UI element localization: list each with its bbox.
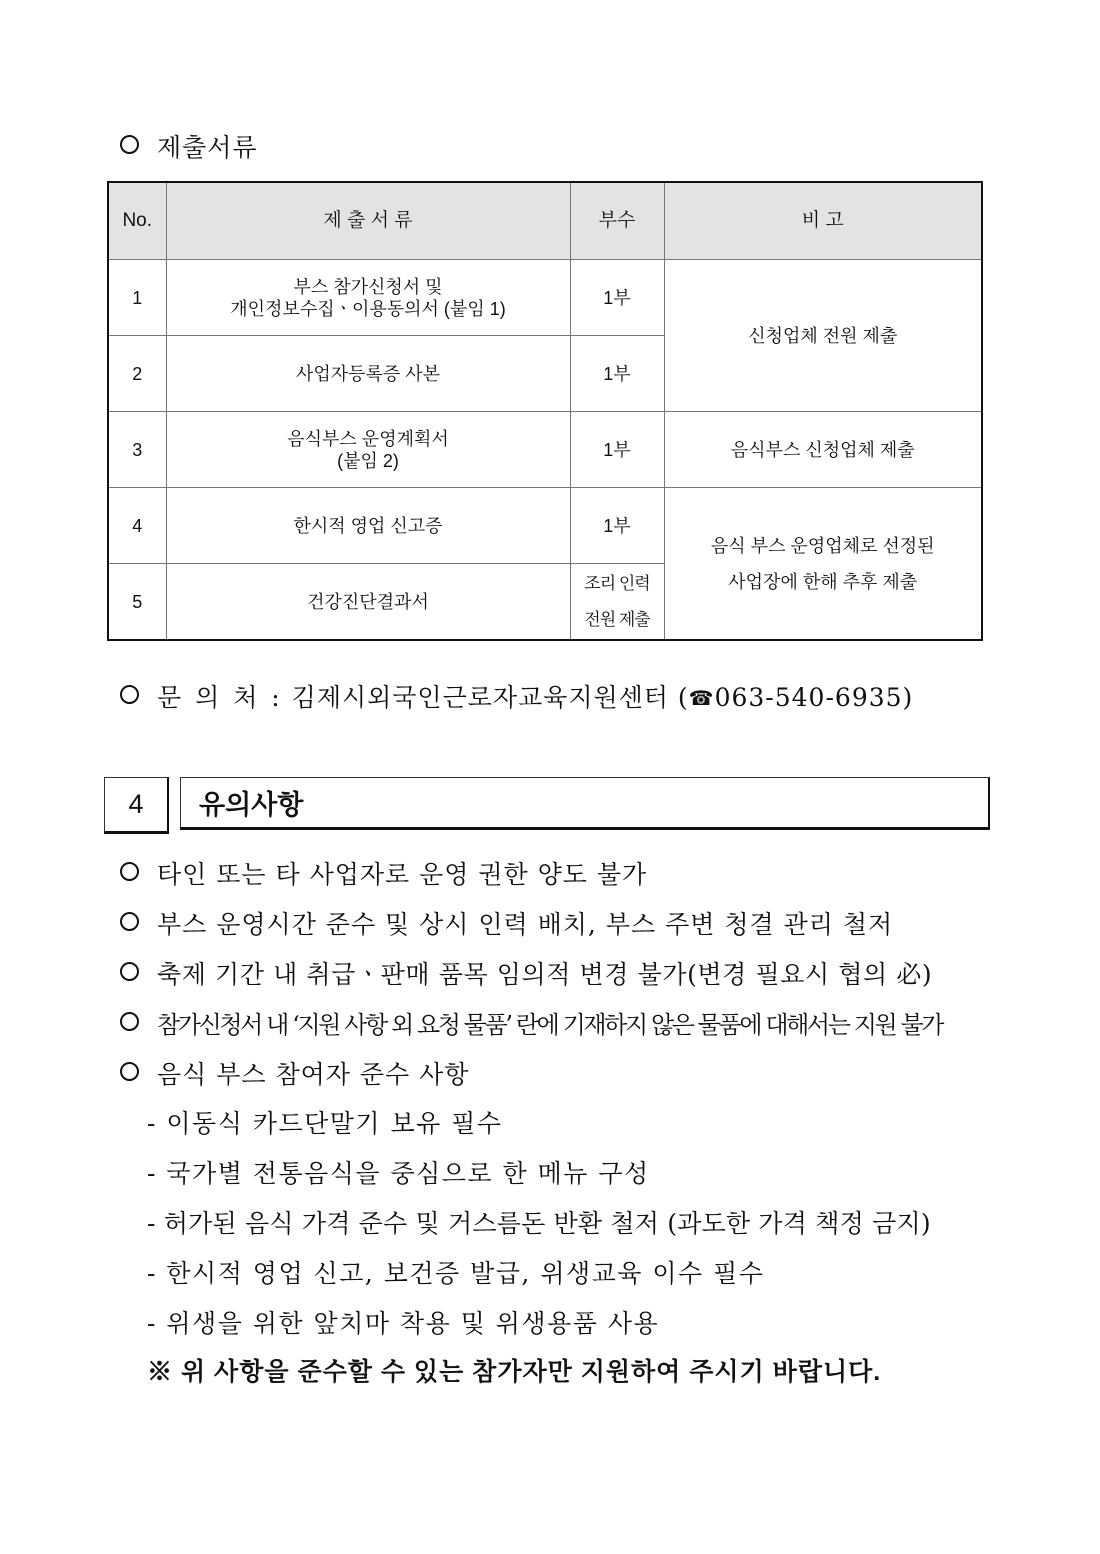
- circle-bullet-icon: [120, 1062, 139, 1081]
- notice-bullet: [120, 1005, 942, 1040]
- bullet-text: 부스 운영시간 준수 및 상시 인력 배치, 부스 주변 청결 관리 철저: [157, 910, 894, 939]
- row-copies: 1부: [570, 488, 664, 564]
- contact-line: [120, 678, 913, 714]
- bullet-text: 음식 부스 참여자 준수 사항: [157, 1060, 470, 1089]
- submission-title-text: 제출서류: [157, 133, 258, 162]
- row-no: 1: [108, 260, 166, 336]
- row-no: 3: [108, 412, 166, 488]
- sub-item: - 이동식 카드단말기 보유 필수: [147, 1109, 503, 1138]
- remarks-line: 음식 부스 운영업체로 선정된: [710, 535, 935, 556]
- row-copies: 1부: [570, 260, 664, 336]
- row-document: 건강진단결과서: [166, 564, 570, 641]
- doc-line: 부스 참가신청서 및: [293, 276, 443, 297]
- contact-label: 문 의 처 :: [157, 683, 283, 712]
- phone-number: 063-540-6935: [714, 683, 903, 712]
- submission-section-title: [120, 128, 258, 164]
- doc-line: 음식부스 운영계획서: [287, 428, 449, 449]
- row-no: 5: [108, 564, 166, 641]
- table-row: [108, 488, 982, 564]
- table-row: [108, 260, 982, 336]
- notice-bullet: [120, 1055, 469, 1091]
- doc-line: (붙임 2): [337, 450, 399, 471]
- copies-line: 조리 인력: [584, 573, 650, 593]
- table-row: [108, 412, 982, 488]
- table-header-row: [108, 182, 982, 260]
- notice-bullet: [120, 905, 893, 941]
- submission-documents-table: [107, 181, 983, 641]
- notice-bullet: [120, 955, 932, 991]
- row-document: 한시적 영업 신고증: [166, 488, 570, 564]
- header-no: No.: [108, 182, 166, 260]
- bullet-text: 타인 또는 타 사업자로 운영 권한 양도 불가: [157, 860, 648, 889]
- row-document: [166, 260, 570, 336]
- row-no: 4: [108, 488, 166, 564]
- doc-line: 개인정보수집ㆍ이용동의서 (붙임 1): [230, 298, 506, 319]
- bullet-text: 참가신청서 내 ‘지원 사항 외 요청 물품’ 란에 기재하지 않은 물품에 대해서는 지원 불가: [157, 1011, 943, 1039]
- header-document: 제 출 서 류: [166, 182, 570, 260]
- sub-item: - 국가별 전통음식을 중심으로 한 메뉴 구성: [147, 1159, 650, 1188]
- notice-bullet: [120, 855, 647, 891]
- circle-bullet-icon: [120, 1012, 139, 1031]
- remarks-line: 사업장에 한해 추후 제출: [728, 571, 918, 592]
- circle-bullet-icon: [120, 862, 139, 881]
- row-no: 2: [108, 336, 166, 412]
- section-number-box: 4: [104, 777, 169, 834]
- contact-organization: 김제시외국인근로자교육지원센터: [291, 683, 669, 712]
- row-remarks: [664, 488, 982, 641]
- contact-phone: (☎063-540-6935): [677, 683, 914, 712]
- row-copies: [570, 564, 664, 641]
- header-copies: 부수: [570, 182, 664, 260]
- row-remarks: 음식부스 신청업체 제출: [664, 412, 982, 488]
- telephone-icon: ☎: [688, 686, 715, 710]
- row-copies: 1부: [570, 412, 664, 488]
- bullet-text: 축제 기간 내 취급ㆍ판매 품목 임의적 변경 불가(변경 필요시 협의 必): [157, 960, 933, 989]
- copies-line: 전원 제출: [584, 609, 650, 629]
- row-remarks: 신청업체 전원 제출: [664, 260, 982, 412]
- sub-item: - 허가된 음식 가격 준수 및 거스름돈 반환 철저 (과도한 가격 책정 금지): [147, 1209, 931, 1238]
- closing-note: ※ 위 사항을 준수할 수 있는 참가자만 지원하여 주시기 바랍니다.: [147, 1358, 882, 1386]
- row-document: 사업자등록증 사본: [166, 336, 570, 412]
- section-title-box: 유의사항: [180, 777, 990, 830]
- row-copies: 1부: [570, 336, 664, 412]
- sub-item: - 위생을 위한 앞치마 착용 및 위생용품 사용: [147, 1309, 660, 1338]
- row-document: [166, 412, 570, 488]
- circle-bullet-icon: [120, 685, 139, 704]
- circle-bullet-icon: [120, 962, 139, 981]
- sub-item: - 한시적 영업 신고, 보건증 발급, 위생교육 이수 필수: [147, 1259, 765, 1288]
- circle-bullet-icon: [120, 912, 139, 931]
- circle-bullet-icon: [120, 135, 139, 154]
- header-remarks: 비 고: [664, 182, 982, 260]
